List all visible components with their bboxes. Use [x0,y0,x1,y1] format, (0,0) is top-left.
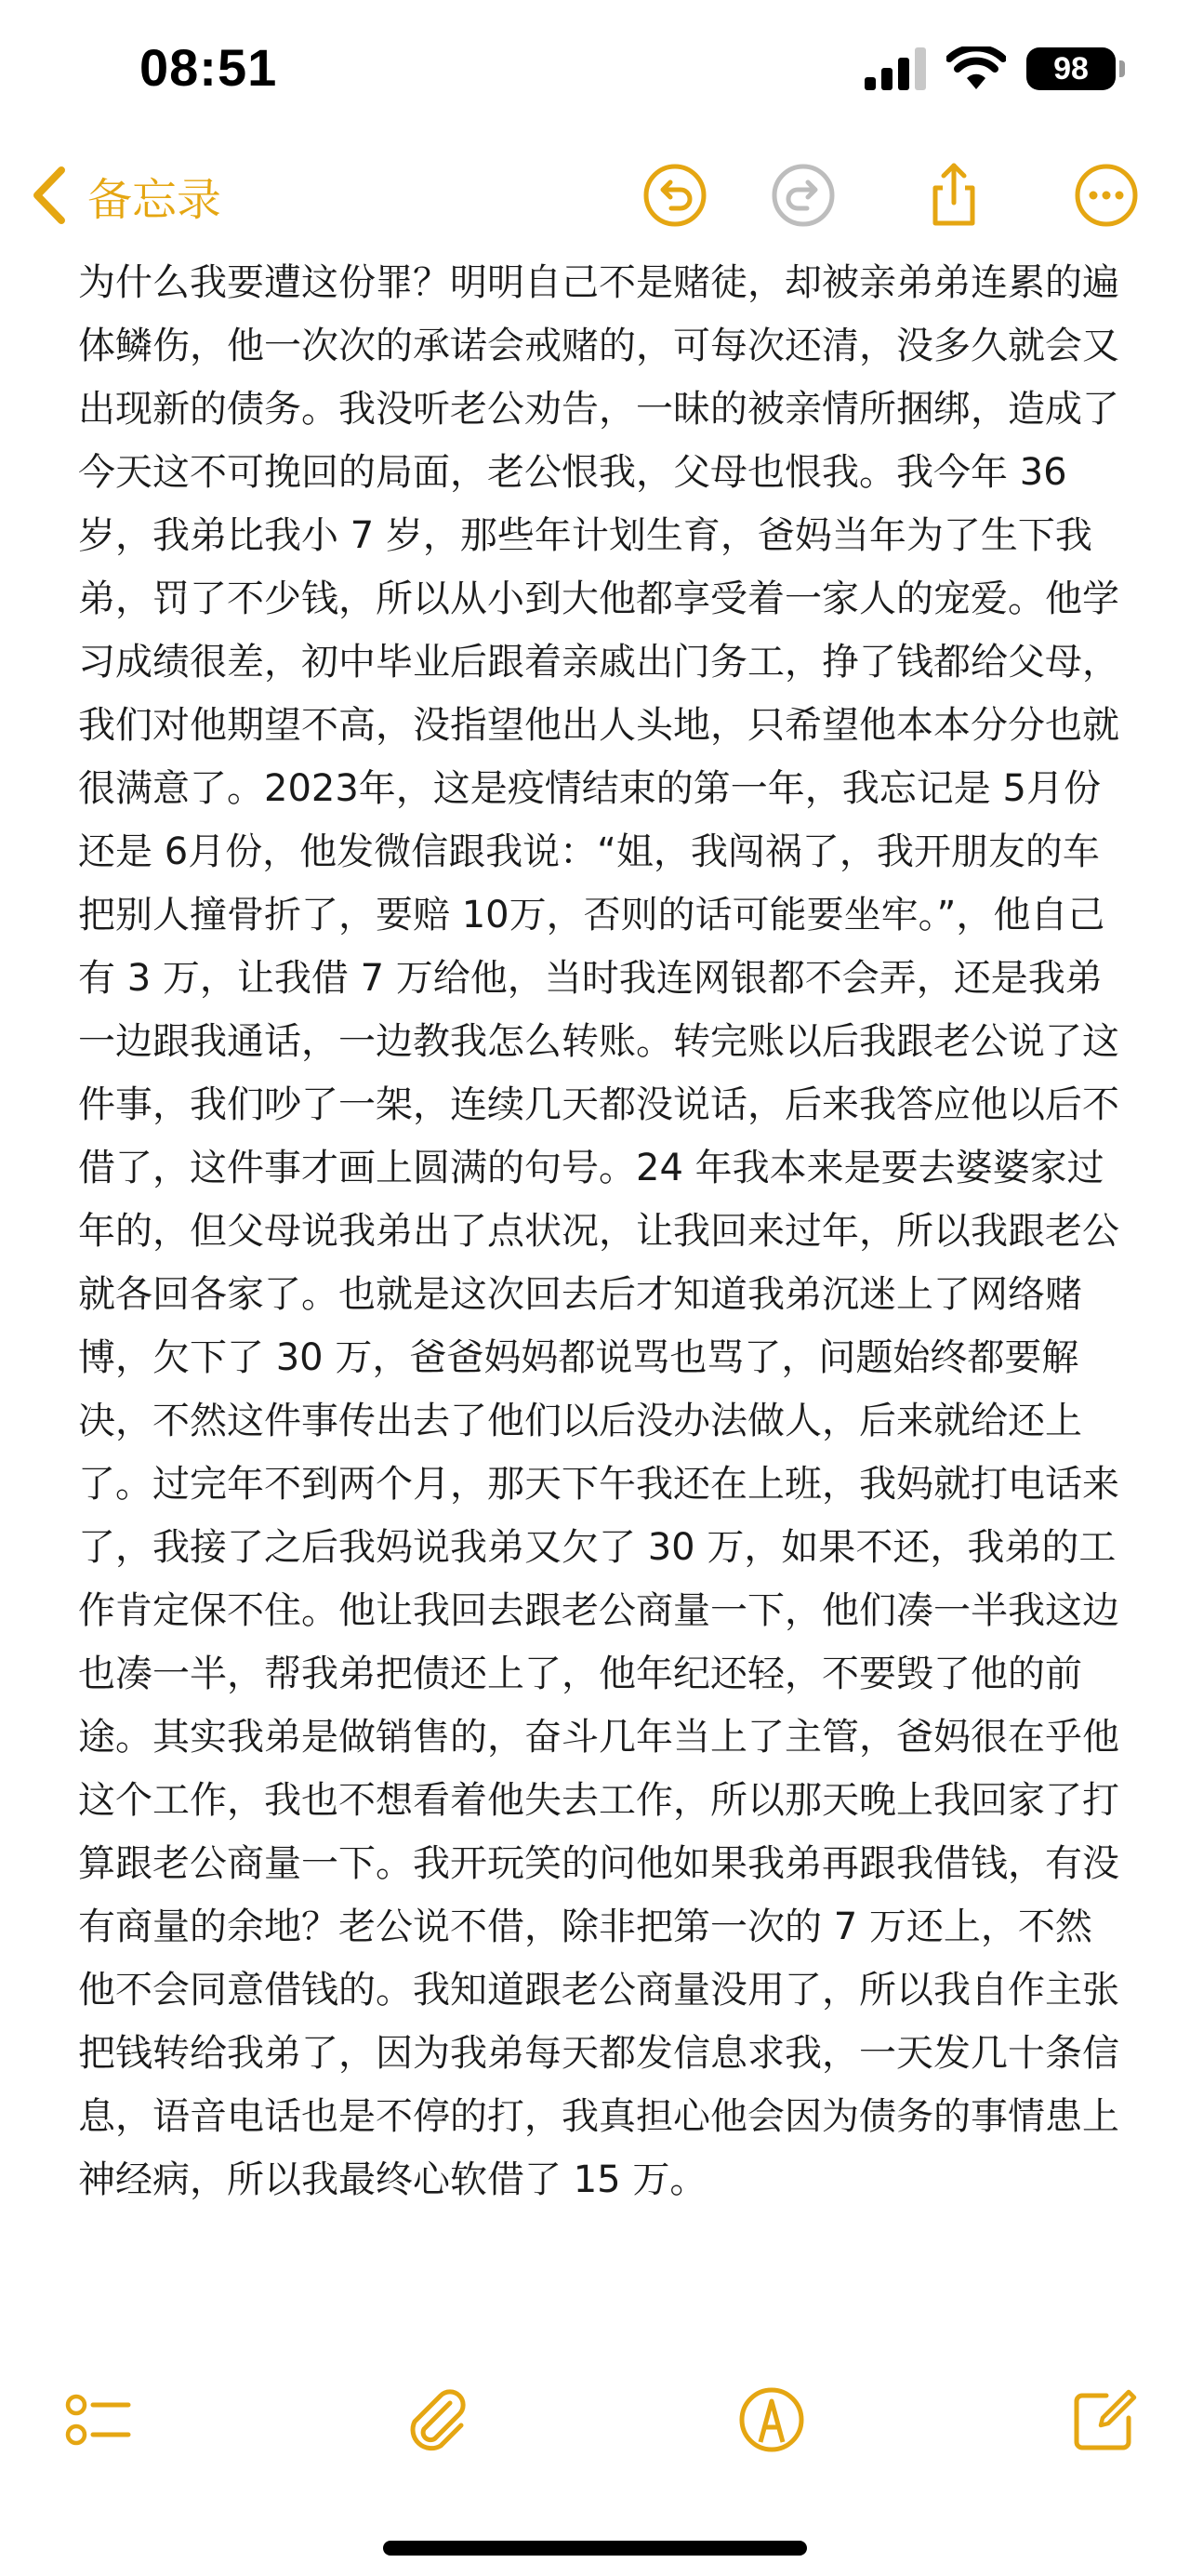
note-body[interactable]: 为什么我要遭这份罪？明明自己不是赌徒，却被亲弟弟连累的遍体鳞伤，他一次次的承诺会戒赌的，可每次还清，没多久就会又出现新的债务。我没听老公劝告，一昧的被亲情所捆绑，造成了今天这不可挽回的局面，老公恨我，父母也恨我。我今年 36 岁，我弟比我小 7 岁，那些年计划生育，爸妈当年为了生下我弟，罚了不少钱，所以从小到大他都享受着一家人的宠爱。他学习成绩很差，初中毕业后跟着亲戚出门务工，挣了钱都给父母，我们对他期望不高，没指望他出人头地，只希望他本本分分也就很满意了。2023年，这是疫情结束的第一年，我忘记是 5月份还是 6月份，他发微信跟我说：“姐，我闯祸了，我开朋友的车把别人撞骨折了，要赔 10万，否则的话可能要坐牢。”，他自己有 3 万，让我借 7 万给他，当时我连网银都不会弄，还是我弟一边跟我通话，一边教我怎么转账。转完账以后我跟老公说了这件事，我们吵了一架，连续几天都没说话，后来我答应他以后不借了，这件事才画上圆满的句号。24 年我本来是要去婆婆家过年的，但父母说我弟出了点状况，让我回来过年，所以我跟老公就各回各家了。也就是这次回去后才知道我弟沉迷上了网络赌博，欠下了 30 万，爸爸妈妈都说骂也骂了，问题始终都要解决，不然这件事传出去了他们以后没办法做人，后来就给还上了。过完年不到两个月，那天下午我还在上班，我妈就打电话来了，我接了之后我妈说我弟又欠了 30 万，如果不还，我弟的工作肯定保不住。他让我回去跟老公商量一下，他们凑一半我这边也凑一半，帮我弟把债还上了，他年纪还轻，不要毁了他的前途。其实我弟是做销售的，奋斗几年当上了主管，爸妈很在乎他这个工作，我也不想看着他失去工作，所以那天晚上我回家了打算跟老公商量一下。我开玩笑的问他如果我弟再跟我借钱，有没有商量的余地？老公说不借，除非把第一次的 7 万还上，不然他不会同意借钱的。我知道跟老公商量没用了，所以我自作主张把钱转给我弟了，因为我弟每天都发信息求我，一天发几十条信息，语音电话也是不停的打，我真担心他会因为债务的事情患上神经病，所以我最终心软借了 15 万。 [78,261,1119,2201]
status-time: 08:51 [139,38,278,97]
markup-icon [736,2384,807,2455]
share-icon [920,162,987,229]
nav-bar [0,139,1190,251]
battery-cap [1119,60,1125,77]
chevron-left-icon [28,163,73,228]
attachment-button[interactable] [398,2381,476,2459]
bottom-toolbar [0,2362,1190,2474]
more-button[interactable] [1069,158,1144,232]
signal-icon [865,47,926,90]
checklist-button[interactable] [60,2381,138,2459]
battery-level: 98 [1026,47,1116,90]
compose-icon [1069,2384,1140,2455]
wifi-icon [946,46,1006,91]
undo-button[interactable] [638,158,712,232]
undo-icon [641,162,708,229]
share-button[interactable] [917,158,991,232]
battery-icon [1026,47,1125,90]
status-icons [865,43,1125,95]
back-label: 备忘录 [87,173,222,226]
markup-button[interactable] [733,2381,811,2459]
back-button[interactable] [28,158,221,232]
attachment-icon [402,2384,472,2455]
redo-icon [770,162,837,229]
redo-button[interactable] [766,158,840,232]
more-icon [1073,162,1140,229]
status-bar [0,0,1190,139]
compose-button[interactable] [1065,2381,1144,2459]
checklist-icon [63,2384,134,2455]
home-indicator[interactable] [383,2541,807,2556]
